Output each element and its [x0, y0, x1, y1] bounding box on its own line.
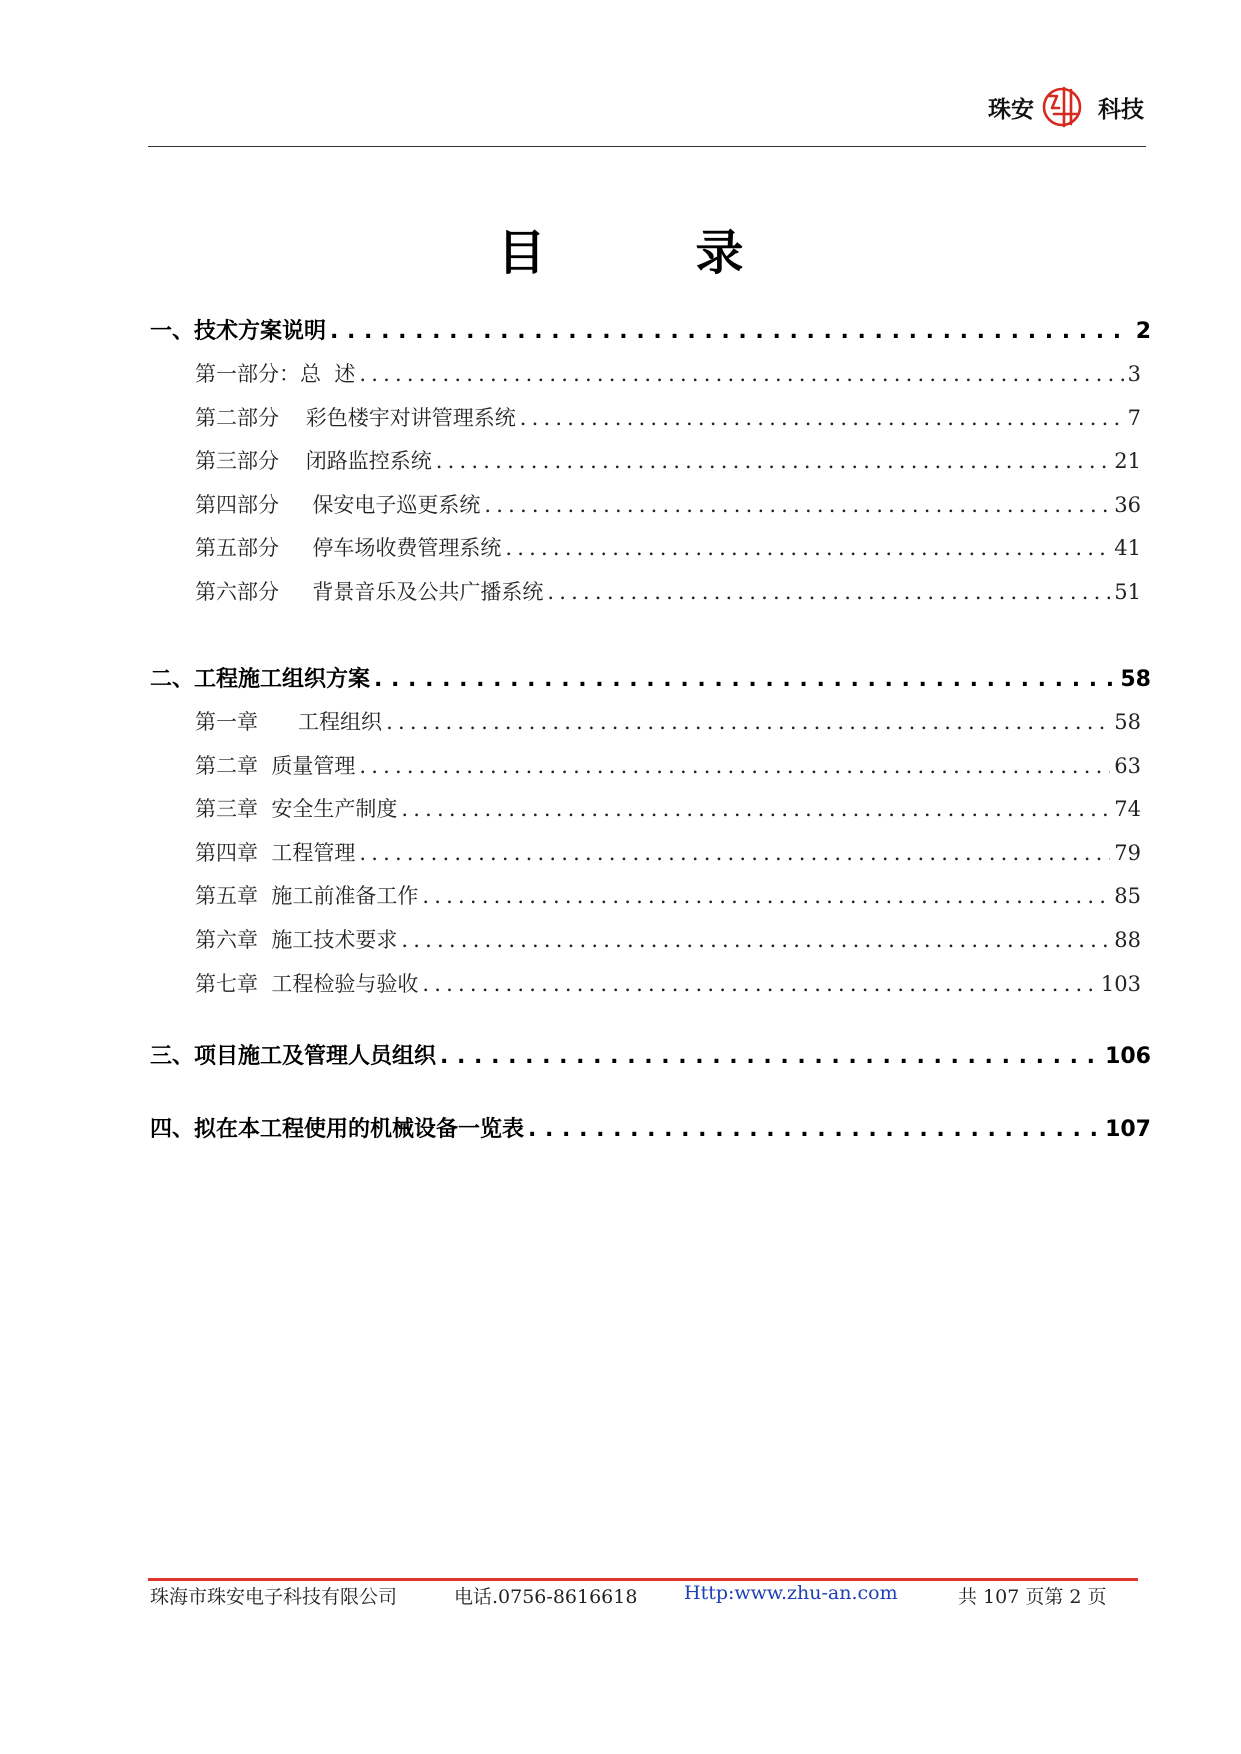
- toc-page-number: 106: [1105, 1044, 1151, 1069]
- toc-item[interactable]: [195, 880, 1141, 910]
- toc-item-label: 第六部分 背景音乐及公共广播系统: [195, 580, 544, 604]
- toc-page-number: 79: [1114, 840, 1141, 865]
- toc-leader-dots: [330, 319, 1132, 344]
- toc-item[interactable]: [195, 576, 1141, 606]
- toc-section-label: 三、项目施工及管理人员组织: [150, 1044, 437, 1069]
- toc-leader-dots: [359, 362, 1123, 386]
- footer-page-info: 共 107 页第 2 页: [958, 1586, 1107, 1608]
- toc-leader-dots: [359, 754, 1110, 778]
- toc-item[interactable]: [195, 793, 1141, 823]
- footer-phone: 电话.0756-8616618: [454, 1586, 638, 1608]
- brand-name-left: 珠安: [988, 96, 1034, 123]
- toc-item-label: 第四章 工程管理: [195, 840, 356, 865]
- toc-page-number: 2: [1135, 319, 1151, 344]
- brand: [988, 84, 1144, 130]
- toc-page-number: 107: [1105, 1117, 1151, 1142]
- toc-section-label: 一、技术方案说明: [150, 319, 327, 344]
- toc-leader-dots: [401, 797, 1110, 821]
- toc-leader-dots: [374, 667, 1116, 692]
- toc-leader-dots: [505, 536, 1110, 560]
- toc-leader-dots: [422, 884, 1110, 908]
- toc-item[interactable]: [195, 489, 1141, 519]
- toc-page-number: 7: [1127, 405, 1141, 430]
- toc-section[interactable]: [150, 1112, 1151, 1143]
- toc-item-label: 第七章 工程检验与验收: [195, 971, 419, 996]
- toc-item[interactable]: [195, 968, 1141, 998]
- toc-page-number: 51: [1114, 580, 1141, 604]
- toc-page-number: 85: [1114, 884, 1141, 909]
- footer-company: 珠海市珠安电子科技有限公司: [150, 1586, 398, 1608]
- toc-section-label: 二、工程施工组织方案: [150, 667, 371, 692]
- toc-item[interactable]: [195, 445, 1141, 475]
- page-footer: [150, 1582, 1140, 1612]
- toc-section[interactable]: [150, 314, 1151, 345]
- toc-item-label: 第二章 质量管理: [195, 753, 356, 778]
- toc-leader-dots: [401, 928, 1110, 952]
- toc-page-number: 63: [1114, 753, 1141, 778]
- toc-item-label: 第三部分 闭路监控系统: [195, 449, 432, 474]
- page-header: [148, 80, 1146, 147]
- zhuan-logo-icon: [1040, 84, 1084, 130]
- toc-leader-dots: [440, 1044, 1101, 1069]
- toc-item[interactable]: [195, 532, 1141, 562]
- toc-leader-dots: [386, 710, 1110, 734]
- toc-page-number: 74: [1114, 797, 1141, 822]
- toc-item[interactable]: [195, 837, 1141, 867]
- toc-item[interactable]: [195, 402, 1141, 432]
- toc-page-number: 41: [1114, 536, 1141, 561]
- toc-page-number: 36: [1114, 492, 1141, 517]
- toc-section[interactable]: [150, 662, 1151, 693]
- toc-item-label: 第六章 施工技术要求: [195, 928, 398, 952]
- toc-leader-dots: [484, 493, 1110, 517]
- toc-item-label: 第二部分 彩色楼宇对讲管理系统: [195, 405, 516, 430]
- toc-page-number: 88: [1114, 928, 1141, 952]
- toc-page-number: 58: [1120, 667, 1151, 692]
- toc-item[interactable]: [195, 358, 1141, 388]
- toc-page-number: 58: [1114, 710, 1141, 734]
- toc-leader-dots: [359, 841, 1110, 865]
- toc-item-label: 第四部分 保安电子巡更系统: [195, 492, 481, 517]
- footer-divider: [148, 1578, 1138, 1581]
- toc-item-label: 第一章 工程组织: [195, 710, 383, 734]
- toc-leader-dots: [528, 1117, 1101, 1142]
- toc-page-number: 103: [1100, 971, 1141, 996]
- toc-item-label: 第三章 安全生产制度: [195, 797, 398, 822]
- toc-leader-dots: [520, 406, 1124, 430]
- footer-url[interactable]: Http:www.zhu-an.com: [684, 1582, 898, 1604]
- toc-item[interactable]: [195, 924, 1141, 954]
- toc-section[interactable]: [150, 1039, 1151, 1070]
- toc-leader-dots: [436, 449, 1111, 473]
- toc-leader-dots: [422, 972, 1097, 996]
- toc-section-label: 四、拟在本工程使用的机械设备一览表: [150, 1117, 525, 1142]
- toc-leader-dots: [547, 580, 1110, 604]
- page-title: 目录: [497, 225, 894, 281]
- toc-item-label: 第五章 施工前准备工作: [195, 884, 419, 909]
- toc-item[interactable]: [195, 706, 1141, 736]
- brand-name-right: 科技: [1098, 96, 1144, 123]
- toc-item-label: 第五部分 停车场收费管理系统: [195, 536, 502, 561]
- toc-page-number: 3: [1127, 362, 1141, 386]
- toc-item-label: 第一部分：总 述: [195, 362, 356, 386]
- toc-page-number: 21: [1114, 449, 1141, 474]
- toc-item[interactable]: [195, 750, 1141, 780]
